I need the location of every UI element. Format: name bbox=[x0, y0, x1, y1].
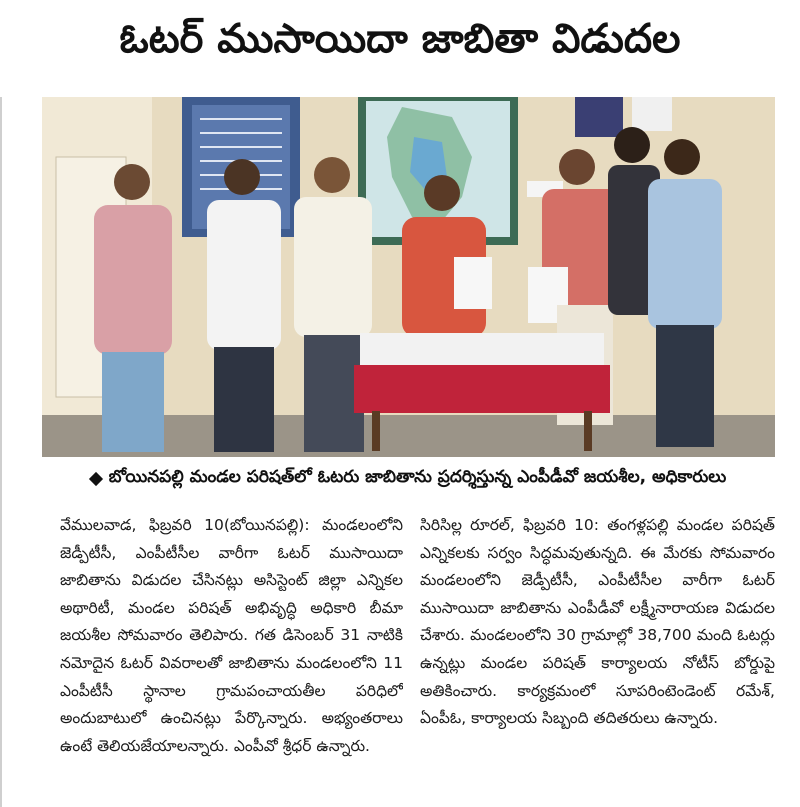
caption-text: బోయినపల్లి మండల పరిషత్‌లో ఓటరు జాబితాను ప్రదర్శిస్తున్న ఎంపీడీవో జయశీల, అధికారులు bbox=[108, 467, 727, 487]
article-column-right bbox=[420, 512, 775, 802]
article-left-text: వేములవాడ, ఫిబ్రవరి 10(బోయినపల్లి): మండలంలోని జెడ్పీటీసీ, ఎంపీటీసీల వారీగా ఓటర్ ముసాయిదా జాబితాను విడుదల చేసినట్లు అసిస్టెంట్ జిల్లా ఎన్నికల అథారిటీ, మండల పరిషత్ అభివృద్ధి అధికారి బీమా జయశీల సోమవారం తెలిపారు. గత డిసెంబర్ 31 నాటికి నమోదైన ఓటర్ వివరాలతో జాబితాను మండలంలోని 11 ఎంపీటీసీ స్థానాల గ్రామపంచాయతీల పరిధిలో అందుబాటులో ఉంచినట్లు పేర్కొన్నారు. అభ్యంతరాలు ఉంటే తెలియజేయాలన్నారు. ఎంపీవో శ్రీధర్ ఉన్నారు. bbox=[60, 516, 403, 755]
article-right-text: సిరిసిల్ల రూరల్, ఫిబ్రవరి 10: తంగళ్లపల్లి మండల పరిషత్ ఎన్నికలకు సర్వం సిద్ధమవుతున్నది. ఈ మేరకు సోమవారం మండలంలోని జెడ్పీటీసీ, ఎంపీటీసీల వారీగా ఓటర్ ముసాయిదా జాబితాను ఎంపీడీవో లక్ష్మీనారాయణ విడుదల చేశారు. మండలంలోని 30 గ్రామాల్లో 38,700 మంది ఓటర్లు ఉన్నట్లు మండల పరిషత్ కార్యాలయ నోటీస్ బోర్డుపై అతికించారు. కార్యక్రమంలో సూపరింటెండెంట్ రమేశ్, ఏంపీఓ, కార్యాలయ సిబ్బంది తదితరులు ఉన్నారు. bbox=[420, 516, 775, 728]
article-column-left bbox=[60, 512, 403, 802]
left-column-rule bbox=[0, 97, 2, 807]
person-7 bbox=[648, 139, 722, 447]
person-2 bbox=[207, 159, 281, 452]
caption-bullet-icon bbox=[89, 472, 103, 486]
headline: ఓటర్ ముసాయిదా జాబితా విడుదల bbox=[119, 16, 681, 62]
person-1 bbox=[94, 164, 172, 452]
news-photo bbox=[42, 97, 775, 457]
photo-caption bbox=[42, 462, 775, 496]
news-photo-illustration bbox=[42, 97, 775, 457]
